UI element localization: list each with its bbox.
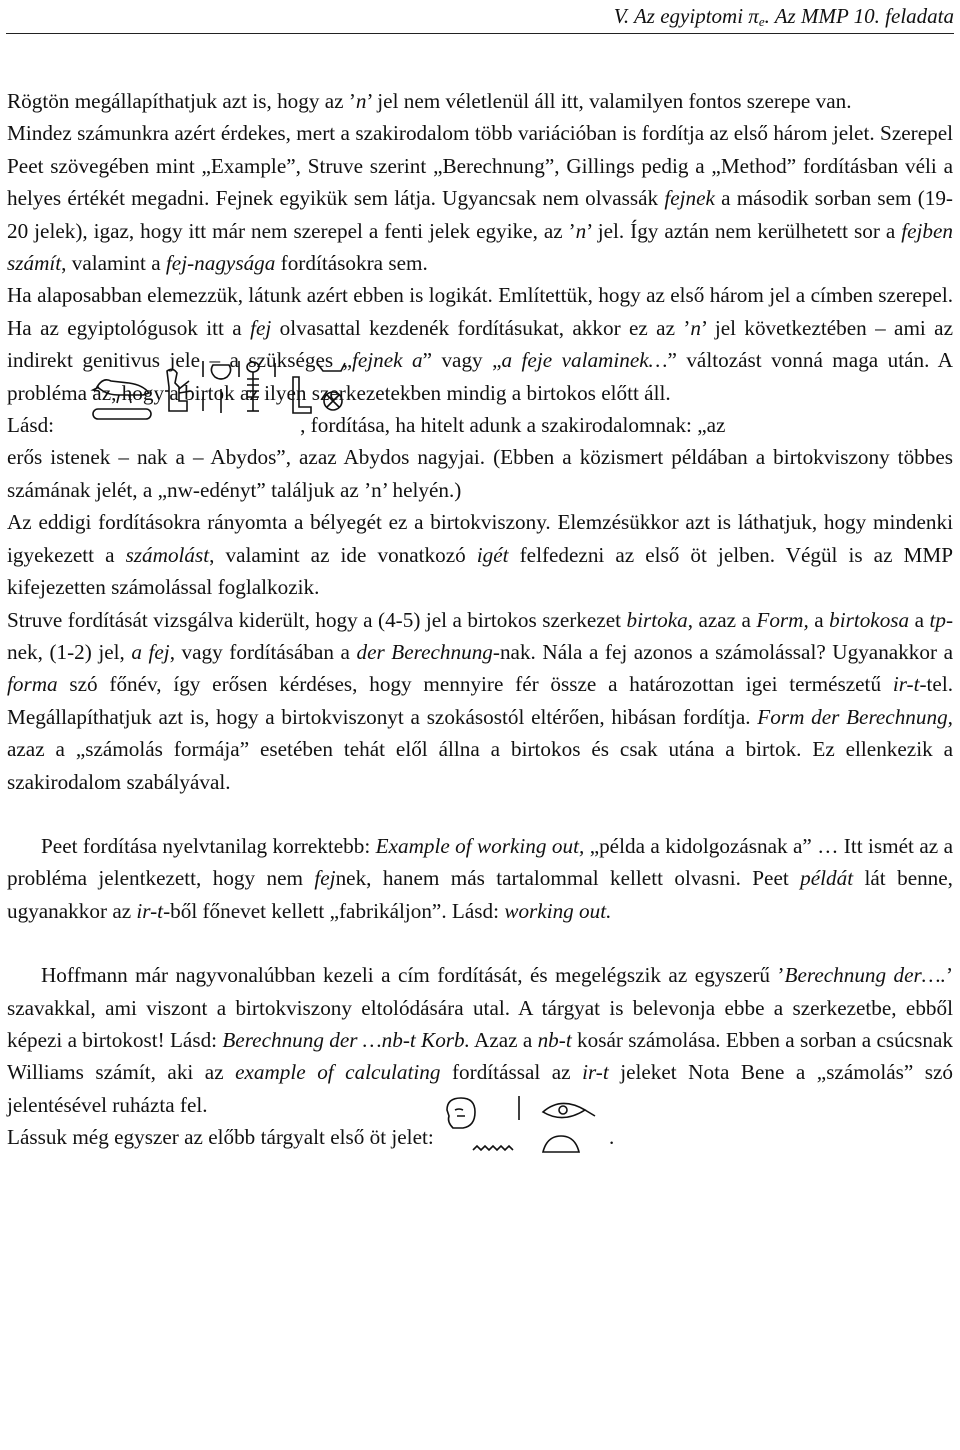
text-run: olvasattal kezdenék fordításukat, akkor ez az ’ <box>271 315 691 340</box>
text-run: szó főnév, így erősen kérdéses, hogy mennyire fér össze a határozottan igei természetű <box>57 672 893 697</box>
text-run: -ből főnevet kellett „fabrikáljon”. Lásd: <box>163 898 505 923</box>
italic-run: igét <box>476 542 509 567</box>
running-head-suffix: . Az MMP 10. feladata <box>764 4 954 28</box>
hieroglyph-sequence-icon <box>89 357 349 449</box>
seated-god-hieroglyph <box>165 369 191 411</box>
italic-run: Form, <box>756 607 809 632</box>
italic-run: Berechnung der …nb-t Korb. <box>222 1027 470 1052</box>
loaf-hieroglyph <box>543 1136 579 1152</box>
italic-run: birtokosa <box>829 607 910 632</box>
leg-hieroglyph <box>293 377 311 413</box>
text-run: fordításokra sem. <box>275 251 428 276</box>
text-run: Az eddigi fordításokra rányomta a bélyegét ez a birtokviszony. Elemzésükkor azt is láthatjuk, hogy mindenki igyekezett a <box>7 510 953 567</box>
lasd-after: , fordítása, ha hitelt adunk a szakirodalomnak: „az <box>300 413 726 438</box>
italic-run: fej-nagysága <box>165 251 276 276</box>
italic-run: example of calculating <box>235 1060 441 1085</box>
paragraph-group-2 <box>7 441 953 797</box>
italic-run: der Berechnung <box>356 639 493 664</box>
water-line-hieroglyph <box>93 409 151 419</box>
italic-run: példát <box>800 866 854 891</box>
eye-hieroglyph <box>543 1104 595 1118</box>
vulture-hieroglyph <box>93 380 149 403</box>
text-run: lát benne, ugyanakkor az <box>7 866 953 923</box>
italic-run: ir-t <box>582 1060 609 1085</box>
text-run: , azaz a <box>687 607 757 632</box>
text-run: a második sorban sem (19-20 jelek), igaz, hogy itt már nem szerepel a fenti jelek egyike, az ’ <box>7 186 953 243</box>
text-run: nek, hanem más tartalommal kellett olvasni. Peet <box>335 866 801 891</box>
running-head <box>614 4 954 34</box>
italic-run: working out. <box>504 898 612 923</box>
text-run: „példa a kidolgozásnak a” … Itt ismét az a probléma jelentkezett, hogy nem <box>7 833 953 891</box>
paragraph-group-3 <box>7 830 953 1121</box>
text-run: ” vagy „ <box>422 348 502 373</box>
italic-run: tp <box>929 607 946 632</box>
pi-symbol: π <box>748 4 759 28</box>
running-head-prefix: V. Az egyiptomi <box>613 4 749 28</box>
pi-subscript: e <box>758 14 765 29</box>
text-run: Peet fordítása nyelvtanilag korrektebb: <box>41 833 376 858</box>
spacer <box>7 927 953 959</box>
text-run: Hoffmann már nagyvonalúbban kezeli a cím fordítását, és megelégszik az egyszerű ’ <box>41 963 785 988</box>
text-run: ’ jel következtében – ami az indirekt genitivus jele – a szükséges „ <box>7 315 953 373</box>
text-run: -nek, (1-2) jel, <box>7 607 953 664</box>
italic-run: a fej <box>131 639 170 664</box>
final-line-end: . <box>609 1125 615 1150</box>
italic-run: nb-t <box>537 1027 572 1052</box>
water-hieroglyph <box>473 1146 513 1150</box>
text-run: -tel. Megállapíthatjuk azt is, hogy a birtokviszonyt a szokásostól eltérően, hibásan fordítja. <box>7 672 953 729</box>
italic-run: számolást <box>125 542 210 567</box>
italic-run: fejnek <box>664 186 715 211</box>
italic-run: birtoka <box>626 607 688 632</box>
lasd-label: Lásd: <box>7 413 55 438</box>
italic-run: ir-t <box>136 898 164 923</box>
italic-run: fej <box>250 315 272 340</box>
italic-run: Form der Berechnung, <box>757 704 953 729</box>
italic-run: a feje valaminek… <box>501 348 668 373</box>
text-run: azaz a „számolás formája” esetében tehát elől állna a birtokos és csak utána a birtok. Ez ellenkezik a szakirodalom szabályával. <box>7 737 953 794</box>
italic-run: n <box>690 315 701 340</box>
city-sign-hieroglyph <box>317 363 345 410</box>
text-run: , valamint a <box>61 251 166 276</box>
italic-run: fejben számít <box>7 218 953 276</box>
page-body <box>7 85 953 1154</box>
text-run: felfedezni az első öt jelben. Végül is az MMP kifejezetten számolással foglalkozik. <box>7 542 953 600</box>
text-run: a <box>808 607 830 632</box>
paragraph-p1 <box>7 85 953 117</box>
italic-run: fejnek a <box>351 348 423 373</box>
italic-run: fej <box>314 866 336 891</box>
tied-cord-hieroglyph <box>247 362 275 411</box>
text-run: ” változást vonná maga után. A probléma az, hogy a birtok az ilyen szerkezetekben mindig a birtokos előtt áll. <box>7 348 953 405</box>
text-run: kosár számolása. Ebben a sorban a csúcsnak Williams számít, aki az <box>7 1027 953 1085</box>
final-line <box>7 1121 953 1153</box>
lasd-line <box>7 409 953 441</box>
hieroglyph-group <box>60 412 300 440</box>
italic-run: Berechnung der…. <box>784 963 946 988</box>
text-run: Rögtön megállapíthatjuk azt is, hogy az ’ <box>7 89 356 113</box>
head-hieroglyph <box>447 1098 475 1128</box>
text-run: a <box>909 607 930 632</box>
italic-run: n <box>355 89 367 113</box>
text-run: erős istenek – nak a – Abydos”, azaz Abydos nagyjai. (Ebben a közismert példában a birtokviszony többes számának jelét, a „nw-edényt” találjuk az ’n’ helyén.) <box>7 445 953 502</box>
text-run: fordítással az <box>440 1060 583 1085</box>
italic-run: forma <box>7 672 58 697</box>
paragraph-p2 <box>7 117 953 279</box>
italic-run: n <box>575 218 587 243</box>
italic-run: ir-t <box>892 672 920 697</box>
text-run: , valamint az ide vonatkozó <box>209 542 477 567</box>
nw-pot-hieroglyph <box>203 361 239 413</box>
spacer <box>7 798 953 830</box>
text-run: ’ szavakkal, ami viszont a birtokviszony eltolódására utal. A tárgyat is belevonja ebbe a szerkezetbe, ebből képezi a birtokost! Lásd: <box>7 963 953 1052</box>
final-hieroglyph-group <box>439 1124 609 1150</box>
text-run: Azaz a <box>469 1027 538 1052</box>
text-run: Mindez számunkra azért érdekes, mert a szakirodalom több variációban is fordítja az első három jelet. Szerepel Peet szövegében mint „Example”, Struve szerint „Berechnung”, Gillings pedig a „Method” fordításban véli a helyes értékét megadni. Fejnek egyikük sem látja. Ugyancsak nem olvassák <box>7 121 953 211</box>
text-run: ’ jel. Így aztán nem kerülhetett sor a <box>586 218 902 243</box>
final-hieroglyphs-icon <box>439 1090 609 1160</box>
final-line-text: Lássuk még egyszer az előbb tárgyalt első öt jelet: <box>7 1125 434 1150</box>
text-run: Struve fordítását vizsgálva kiderült, hogy a (4-5) jel a birtokos szerkezet <box>7 607 627 632</box>
text-run: jeleket Nota Bene a „számolás” szó jelentésével ruházta fel. <box>7 1060 953 1117</box>
paragraph-p7 <box>7 830 953 927</box>
text-run: -nak. Nála a fej azonos a számolással? Ugyanakkor a <box>492 639 953 664</box>
paragraph-p4 <box>7 441 953 506</box>
text-run: Ha alaposabban elemezzük, látunk azért ebben is logikát. Említettük, hogy az első három jel a címben szerepel. Ha az egyiptológusok itt a <box>7 283 953 340</box>
paragraph-p5 <box>7 506 953 603</box>
text-run: , vagy fordításában a <box>169 639 357 664</box>
italic-run: Example of working out, <box>375 833 585 858</box>
paragraph-p6 <box>7 604 953 798</box>
text-run: ’ jel nem véletlenül áll itt, valamilyen fontos szerepe van. <box>366 89 852 113</box>
header-rule <box>6 33 954 34</box>
